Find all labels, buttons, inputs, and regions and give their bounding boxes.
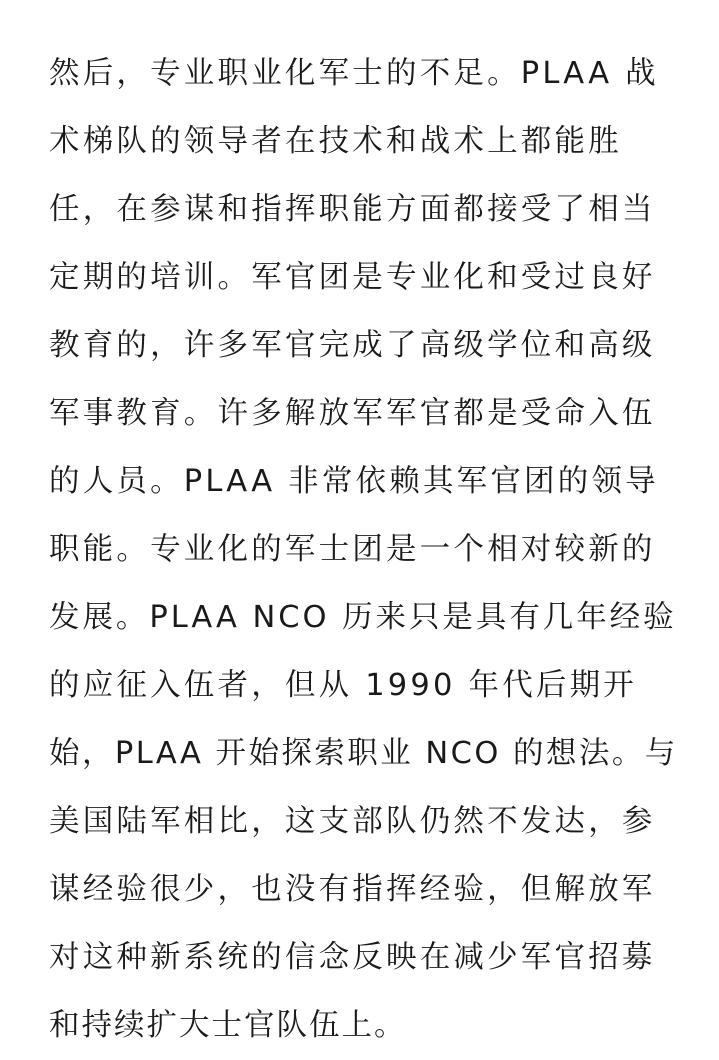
text-line: 术梯队的领导者在技术和战术上都能胜 [49,124,622,159]
text-line: 谋经验很少，也没有指挥经验，但解放军 [49,872,656,907]
text-line: 军事教育。许多解放军军官都是受命入伍 [49,396,656,431]
text-line: 的应征入伍者，但从 1990 年代后期开 [49,668,638,703]
text-line: 对这种新系统的信念反映在减少军官招募 [49,940,656,975]
article-body [49,40,679,1060]
text-line: 始，PLAA 开始探索职业 NCO 的想法。与 [49,736,678,771]
text-line: 的人员。PLAA 非常依赖其军官团的领导 [49,464,659,499]
text-line: 任，在参谋和指挥职能方面都接受了相当 [49,192,656,227]
text-line: 然后，专业职业化军士的不足。PLAA 战 [49,56,659,91]
text-line: 定期的培训。军官团是专业化和受过良好 [49,260,656,295]
text-line: 美国陆军相比，这支部队仍然不发达，参 [49,804,656,839]
text-line: 发展。PLAA NCO 历来只是具有几年经验 [49,600,677,635]
text-line: 和持续扩大士官队伍上。 [49,1008,407,1043]
text-line: 教育的，许多军官完成了高级学位和高级 [49,328,656,363]
text-line: 职能。专业化的军士团是一个相对较新的 [49,532,656,567]
